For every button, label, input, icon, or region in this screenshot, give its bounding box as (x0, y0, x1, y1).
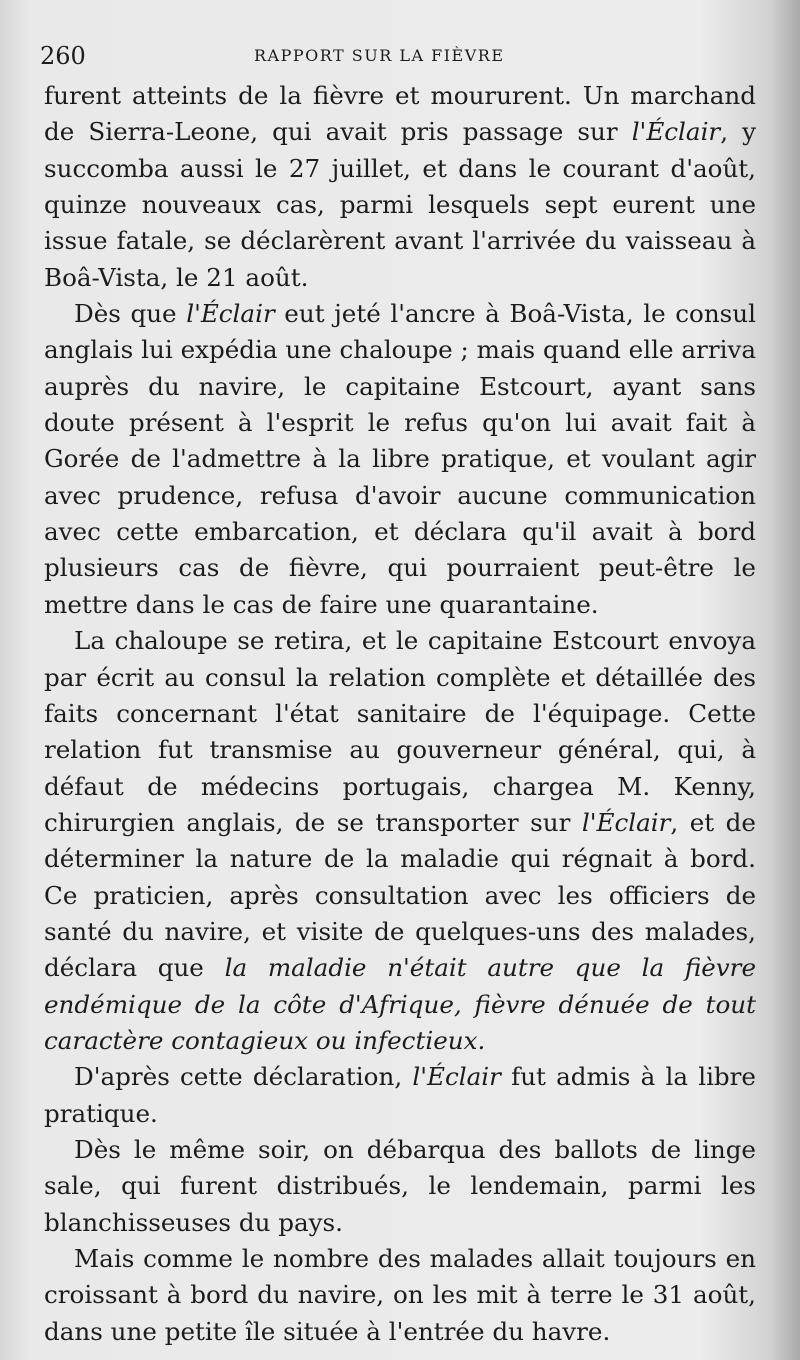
running-head (40, 40, 760, 72)
paragraph-3 (44, 623, 756, 1059)
text-segment: Dès que (74, 299, 187, 329)
diagnosis-quote: la maladie n'était autre que la fièvre endémique de la côte d'Afrique, fièvre dénuée de tout caractère contagieux ou infectieux. (44, 953, 756, 1055)
text-segment: Mais comme le nombre des malades allait toujours en croissant à bord du navire, on les mit à terre le 31 août, dans une petite île située à l'entrée du havre. (44, 1244, 756, 1346)
paragraph-6 (44, 1241, 756, 1350)
text-segment: La chaloupe se retira, et le capitaine Estcourt envoya par écrit au consul la relation complète et détaillée des faits concernant l'état sanitaire de l'équipage. Cette relation fut transmise au gouverneur général, qui, à défaut de médecins portugais, chargea M. Kenny, chirurgien anglais, de se transporter sur (44, 626, 756, 837)
page-number: 260 (40, 42, 86, 70)
paragraph-1 (44, 78, 756, 296)
ship-name: l'Éclair (412, 1062, 501, 1092)
paragraph-4 (44, 1059, 756, 1132)
ship-name: l'Éclair (581, 807, 671, 837)
text-segment: eut jeté l'ancre à Boâ-Vista, le consul anglais lui expédia une chaloupe ; mais quand elle arriva auprès du navire, le capitaine Estcourt, ayant sans doute présent à l'esprit le refus qu'on lui avait fait à Gorée de l'admettre à la libre pratique, et voulant agir avec prudence, refusa d'avoir aucune communication avec cette embarcation, et déclara qu'il avait à bord plusieurs cas de fièvre, qui pourraient peut-être le mettre dans le cas de faire une quarantaine. (44, 299, 756, 619)
text-segment: D'après cette déclaration, (74, 1062, 413, 1092)
running-title: RAPPORT SUR LA FIÈVRE (254, 46, 505, 65)
paragraph-2 (44, 296, 756, 623)
text-segment: furent atteints de la fièvre et moururent. Un marchand de Sierra-Leone, qui avait pris passage sur (44, 81, 756, 147)
paragraph-5 (44, 1132, 756, 1241)
text-segment: Dès le même soir, on débarqua des ballots de linge sale, qui furent distribués, le lendemain, parmi les blanchisseuses du pays. (44, 1134, 756, 1237)
body-text (44, 78, 756, 1350)
ship-name: l'Éclair (186, 299, 275, 329)
text-segment: , y succomba aussi le 27 juillet, et dans le courant d'août, quinze nouveaux cas, parmi lesquels sept eurent une issue fatale, se déclarèrent avant l'arrivée du vaisseau à Boâ-Vista, le 21 août. (44, 117, 756, 292)
text-segment: fut admis à la libre pratique. (44, 1062, 756, 1128)
text-segment: , et de déterminer la nature de la maladie qui régnait à bord. Ce praticien, après consultation avec les officiers de santé du navire, et visite de quelques-uns des malades, déclara que (44, 807, 756, 983)
ship-name: l'Éclair (631, 117, 721, 147)
